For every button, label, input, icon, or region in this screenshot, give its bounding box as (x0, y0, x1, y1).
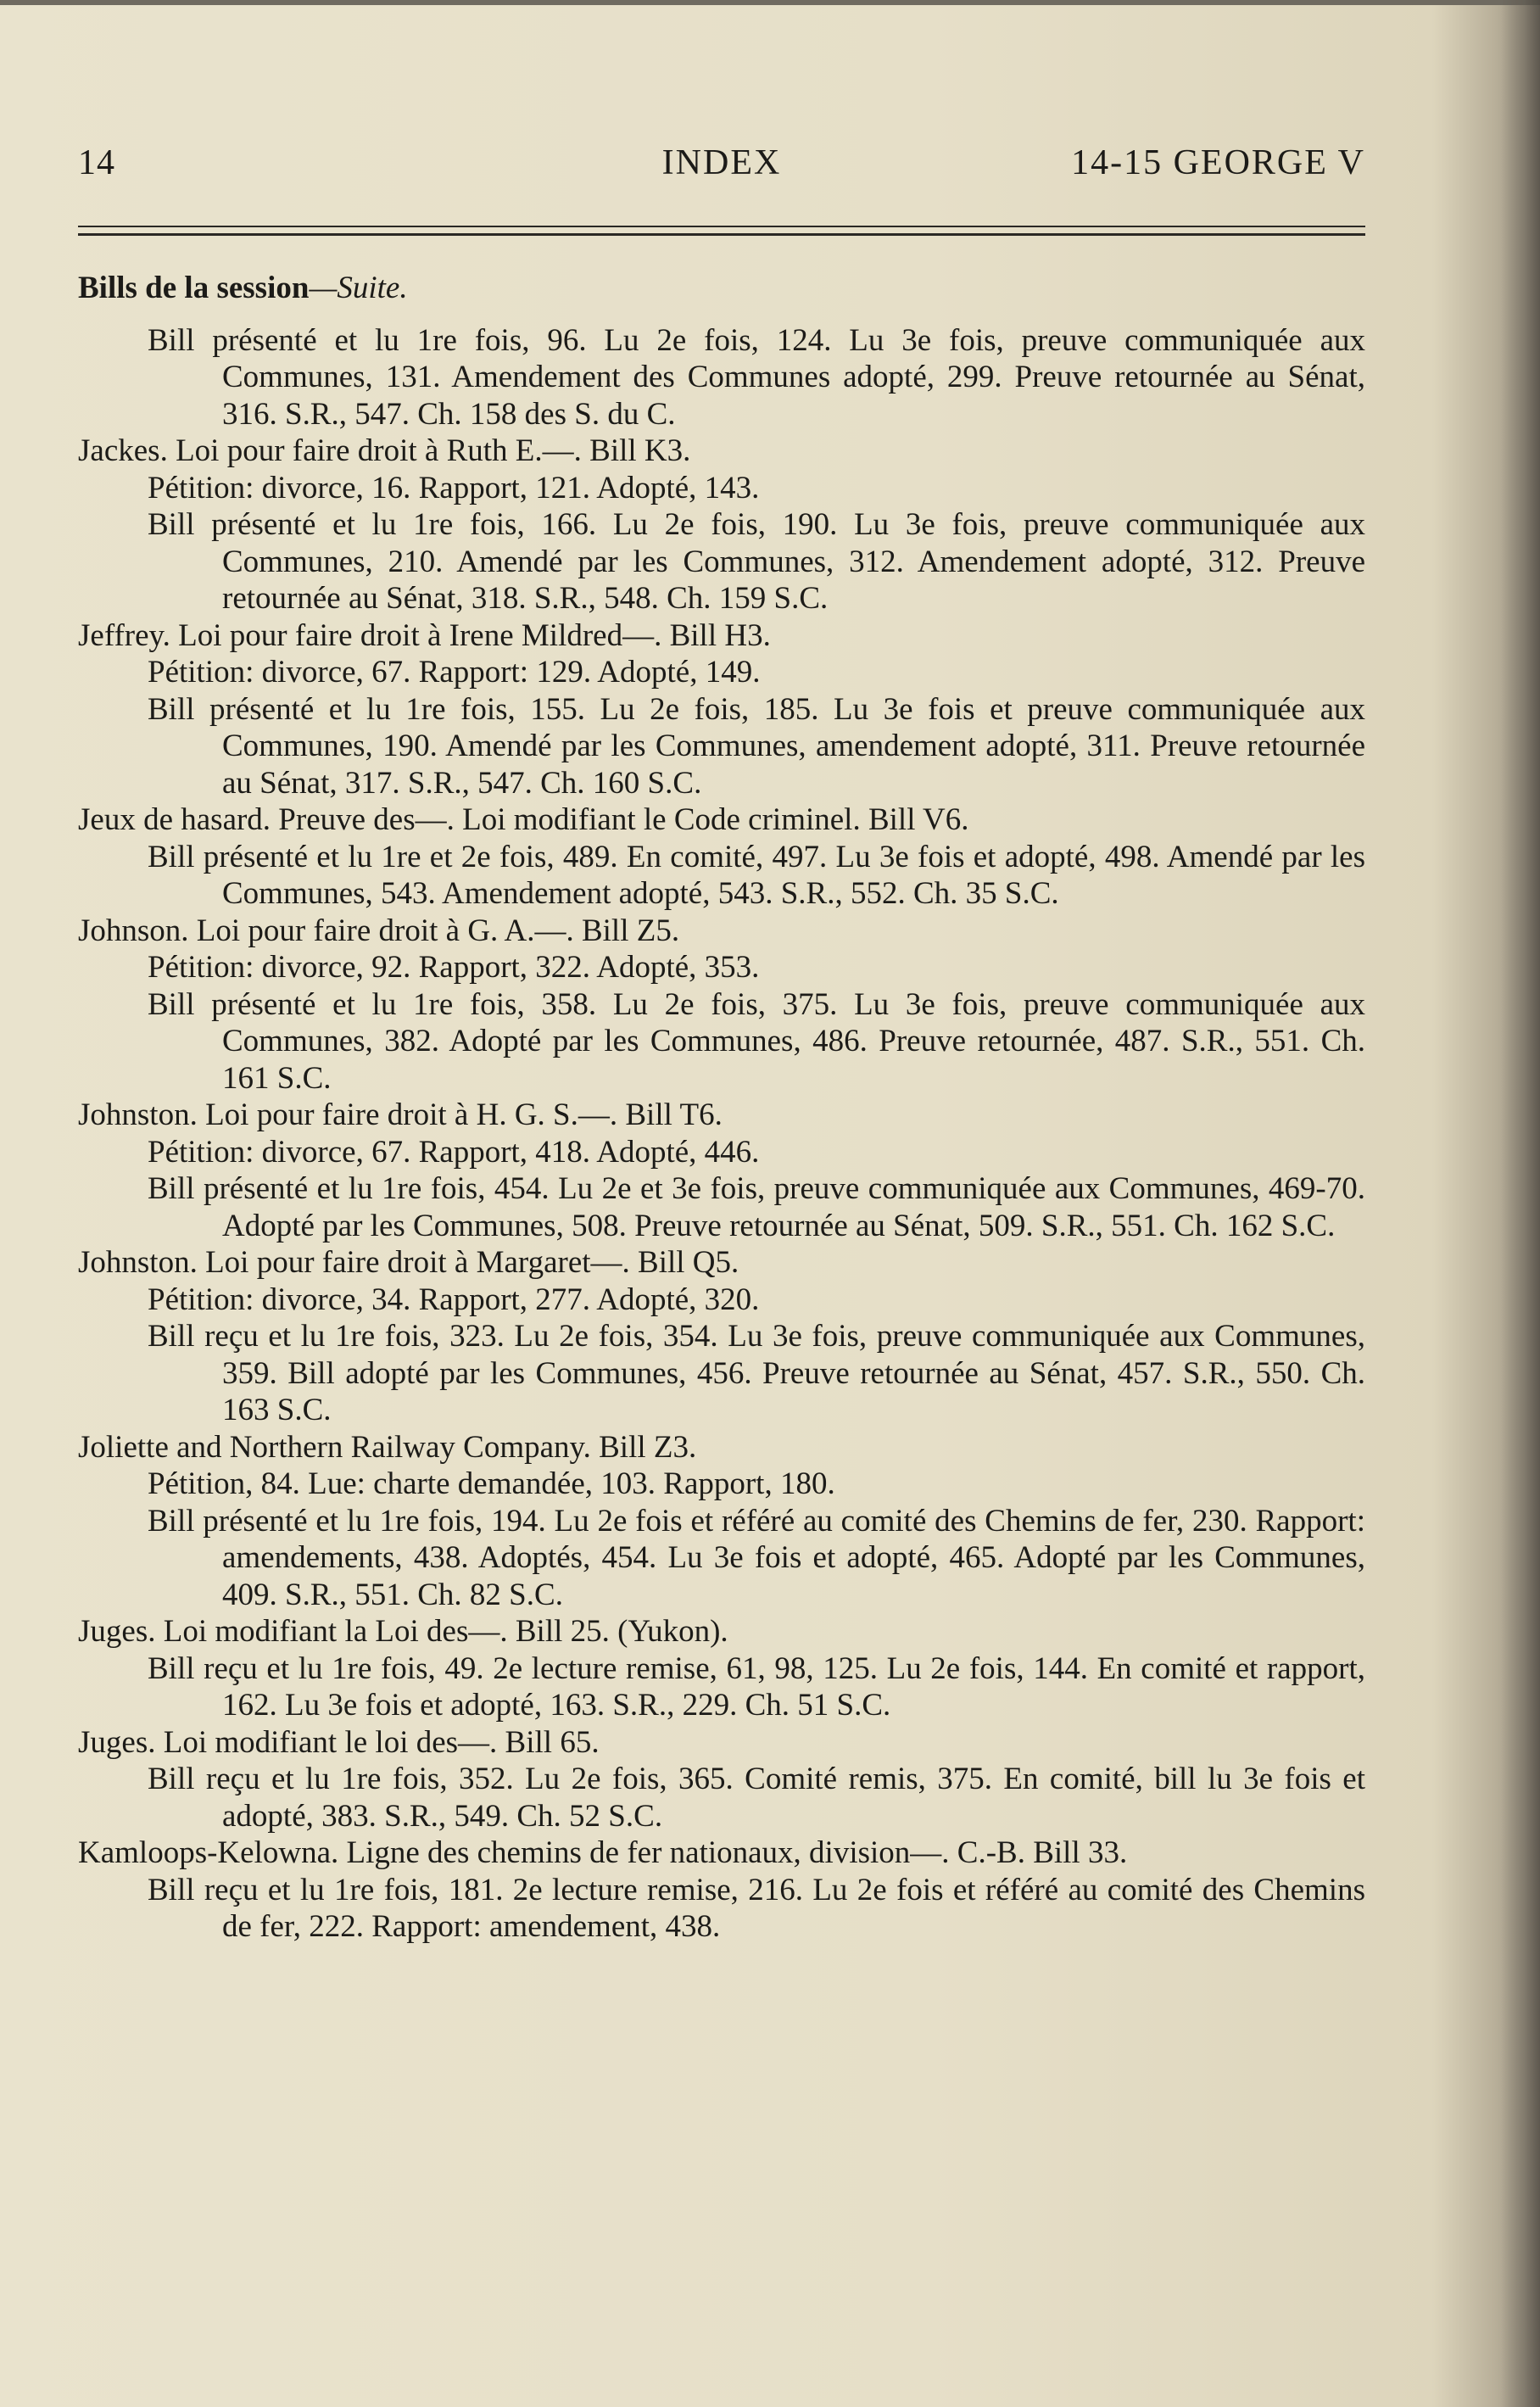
entry-detail: Bill reçu et lu 1re fois, 352. Lu 2e fois, 365. Comité remis, 375. En comité, bill lu 3e fois et adopté, 383. S.R., 549. Ch. 52 S.C. (148, 1762, 1365, 1834)
header-rule-thin (78, 226, 1365, 227)
page-number: 14 (78, 143, 115, 182)
page-binding-shadow (1501, 0, 1540, 2407)
index-entry (78, 1244, 1365, 1429)
entry-heading: Johnson. Loi pour faire droit à G. A.—. Bill Z5. (78, 913, 680, 948)
entry-detail: Bill reçu et lu 1re fois, 323. Lu 2e fois, 354. Lu 3e fois, preuve communiquée aux Communes, 359. Bill adopté par les Communes, 456. Preuve retournée au Sénat, 457. S.R., 550. Ch. 163 S.C. (148, 1319, 1365, 1427)
entry-detail: Bill présenté et lu 1re fois, 155. Lu 2e fois, 185. Lu 3e fois et preuve communiquée aux Communes, 190. Amendé par les Communes, amendement adopté, 311. Preuve retournée au Sénat, 317. S.R., 547. Ch. 160 S.C. (148, 691, 1365, 801)
section-title: Bills de la session (78, 271, 310, 305)
section-heading (78, 270, 1365, 307)
entry-detail: Bill présenté et lu 1re fois, 358. Lu 2e fois, 375. Lu 3e fois, preuve communiquée aux Communes, 382. Adopté par les Communes, 486. Preuve retournée, 487. S.R., 551. Ch. 161 S.C. (148, 986, 1365, 1096)
entry-heading: Joliette and Northern Railway Company. Bill Z3. (78, 1429, 697, 1465)
entry-detail: Bill présenté et lu 1re fois, 96. Lu 2e fois, 124. Lu 3e fois, preuve communiquée aux Communes, 131. Amendement des Communes adopté, 299. Preuve retournée au Sénat, 316. S.R., 547. Ch. 158 des S. du C. (148, 322, 1365, 432)
header-rule-thick (78, 233, 1365, 236)
entry-heading: Johnston. Loi pour faire droit à Margaret—. Bill Q5. (78, 1245, 739, 1280)
entry-detail: Pétition: divorce, 67. Rapport: 129. Adopté, 149. (148, 655, 761, 690)
entry-heading: Jeffrey. Loi pour faire droit à Irene Mildred—. Bill H3. (78, 617, 771, 653)
entry-detail: Bill présenté et lu 1re fois, 454. Lu 2e et 3e fois, preuve communiquée aux Communes, 469-70. Adopté par les Communes, 508. Preuve retournée au Sénat, 509. S.R., 551. Ch. 162 S.C. (148, 1171, 1365, 1243)
entry-detail: Bill présenté et lu 1re fois, 194. Lu 2e fois et référé au comité des Chemins de fer, 230. Rapport: amendements, 438. Adoptés, 454. Lu 3e fois et adopté, 465. Adopté par les Communes, 409. S.R., 551. Ch. 82 S.C. (148, 1503, 1365, 1612)
index-entry (78, 1429, 1365, 1614)
index-entries (78, 322, 1365, 1946)
entry-heading: Kamloops-Kelowna. Ligne des chemins de fer nationaux, division—. C.-B. Bill 33. (78, 1835, 1128, 1870)
entry-heading: Johnston. Loi pour faire droit à H. G. S.—. Bill T6. (78, 1097, 723, 1132)
index-entry (78, 913, 1365, 1097)
entry-detail: Bill présenté et lu 1re et 2e fois, 489. En comité, 497. Lu 3e fois et adopté, 498. Amendé par les Communes, 543. Amendement adopté, 543. S.R., 552. Ch. 35 S.C. (148, 839, 1365, 911)
entry-detail: Pétition: divorce, 92. Rapport, 322. Adopté, 353. (148, 950, 760, 985)
entry-detail: Pétition, 84. Lue: charte demandée, 103. Rapport, 180. (148, 1466, 835, 1501)
section-suite: —Suite. (309, 271, 408, 305)
entry-heading: Juges. Loi modifiant la Loi des—. Bill 25. (Yukon). (78, 1614, 728, 1649)
entry-detail: Pétition: divorce, 34. Rapport, 277. Adopté, 320. (148, 1282, 760, 1317)
index-entry (78, 1613, 1365, 1724)
index-entry (78, 1097, 1365, 1244)
index-entry (78, 617, 1365, 802)
running-header (78, 142, 1365, 190)
entry-detail: Bill reçu et lu 1re fois, 181. 2e lecture remise, 216. Lu 2e fois et référé au comité des Chemins de fer, 222. Rapport: amendement, 438. (148, 1872, 1365, 1944)
index-entry (78, 801, 1365, 913)
page-top-edge (0, 0, 1540, 5)
regnal-year: 14-15 GEORGE V (1071, 143, 1365, 182)
entry-heading: Jackes. Loi pour faire droit à Ruth E.—. Bill K3. (78, 433, 691, 468)
entry-detail: Pétition: divorce, 16. Rapport, 121. Adopté, 143. (148, 470, 760, 505)
entry-detail: Bill présenté et lu 1re fois, 166. Lu 2e fois, 190. Lu 3e fois, preuve communiquée aux Communes, 210. Amendé par les Communes, 312. Amendement adopté, 312. Preuve retournée au Sénat, 318. S.R., 548. Ch. 159 S.C. (148, 507, 1365, 616)
index-entry (78, 433, 1365, 617)
entry-detail: Bill reçu et lu 1re fois, 49. 2e lecture remise, 61, 98, 125. Lu 2e fois, 144. En comité et rapport, 162. Lu 3e fois et adopté, 163. S.R., 229. Ch. 51 S.C. (148, 1650, 1365, 1723)
entry-heading: Jeux de hasard. Preuve des—. Loi modifiant le Code criminel. Bill V6. (78, 802, 969, 837)
index-entry (78, 1724, 1365, 1835)
index-entry (78, 1835, 1365, 1946)
entry-detail: Pétition: divorce, 67. Rapport, 418. Adopté, 446. (148, 1134, 760, 1170)
running-title: INDEX (661, 143, 782, 182)
index-content (78, 270, 1365, 1946)
index-entry (78, 322, 1365, 433)
entry-heading: Juges. Loi modifiant le loi des—. Bill 65. (78, 1724, 600, 1760)
